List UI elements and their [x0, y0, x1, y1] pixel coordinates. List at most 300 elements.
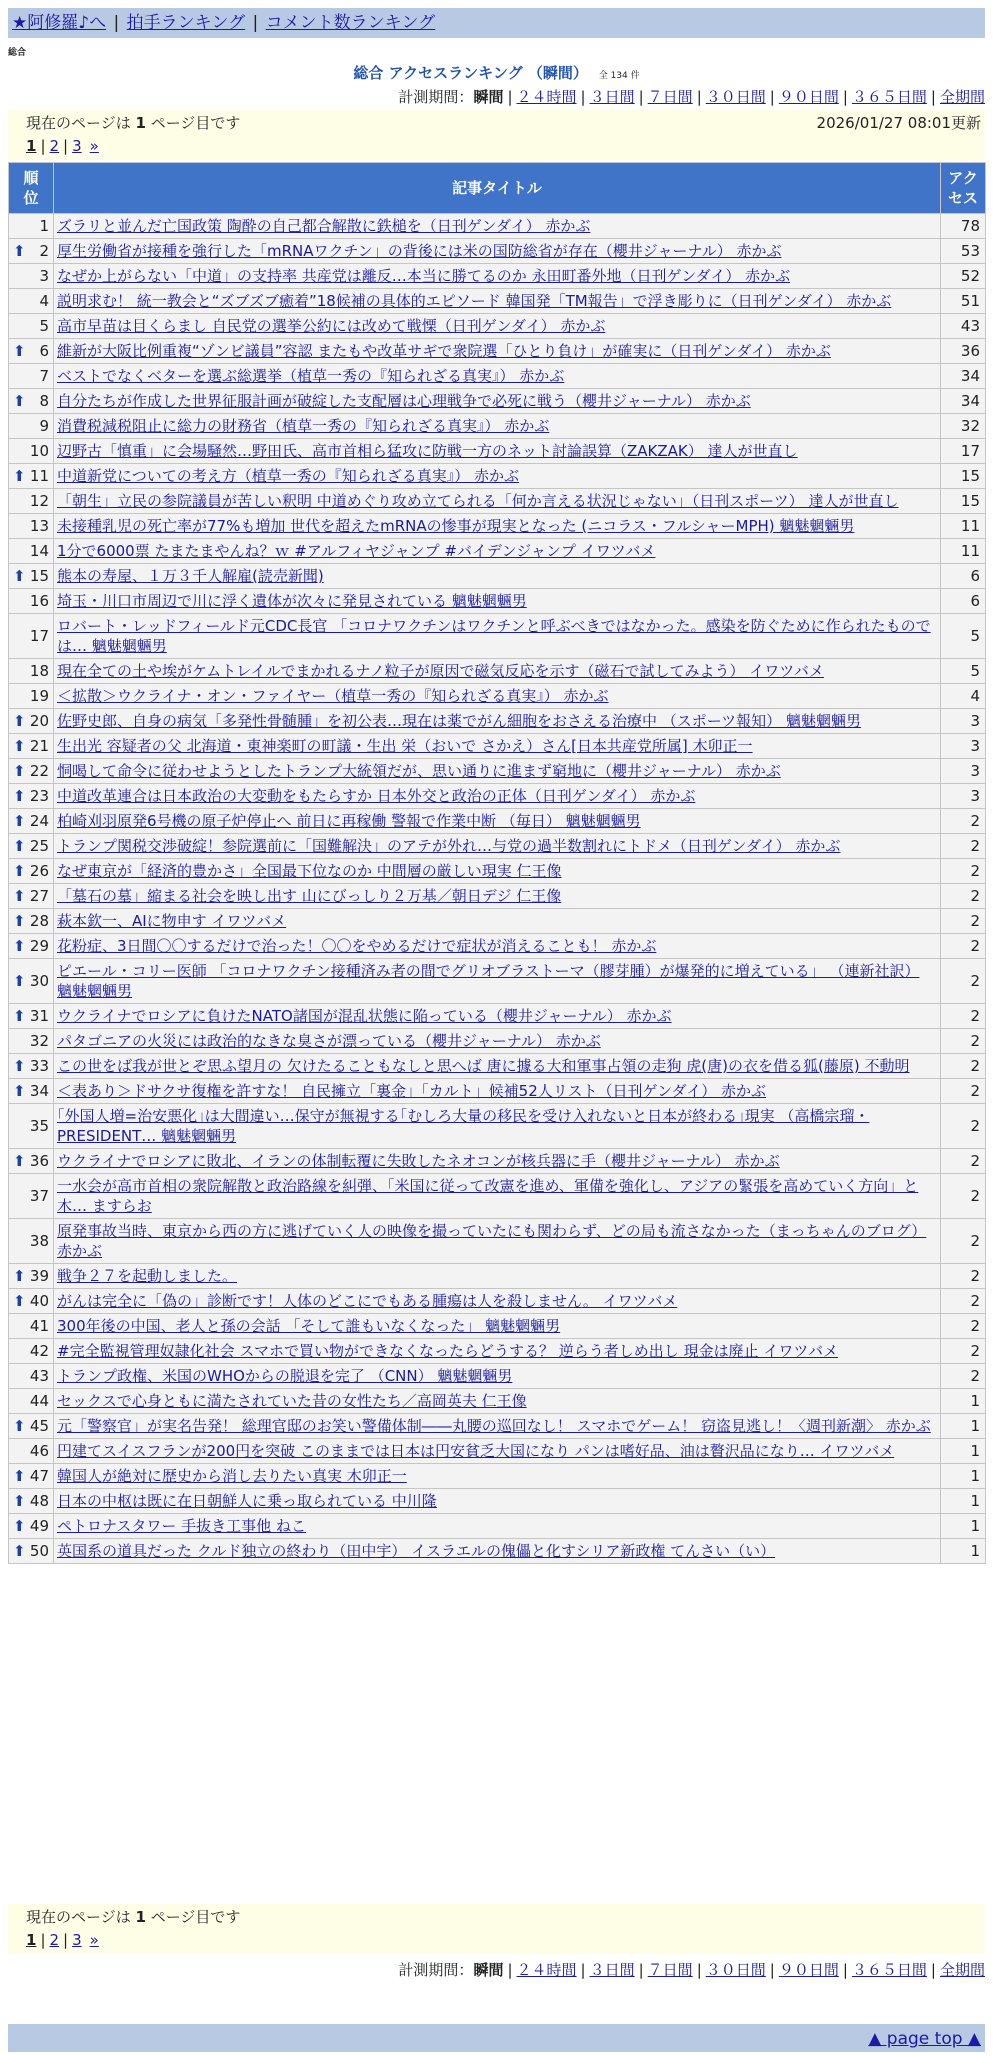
article-link[interactable]: 生出光 容疑者の父 北海道・東神楽町の町議・生出 栄（おいで さかえ）さん[日本共産党所属] 木卯正一	[57, 737, 753, 755]
rank-number: 34	[29, 1082, 49, 1100]
period-link[interactable]: 全期間	[939, 1961, 985, 1979]
rank-cell	[9, 1174, 54, 1219]
rank-cell	[9, 1029, 54, 1054]
article-link[interactable]: ピエール・コリー医師 「コロナワクチン接種済み者の間でグリオブラストーマ（膠芽腫）が爆発的に増えている」 （連新社訳） 魑魅魍魎男	[57, 962, 920, 1000]
table-row	[9, 1149, 986, 1174]
article-link[interactable]: ＜拡散＞ウクライナ・オン・ファイヤー（植草一秀の『知られざる真実』） 赤かぶ	[57, 687, 609, 705]
rank-number: 4	[39, 292, 49, 310]
article-link[interactable]: トランプ関税交渉破綻！参院選前に「国難解決」のアテが外れ…与党の過半数割れにトドメ（日刊ゲンダイ） 赤かぶ	[57, 837, 841, 855]
article-link[interactable]: 戦争２７を起動しました。	[57, 1267, 238, 1285]
table-row	[9, 959, 986, 1004]
table-row	[9, 439, 986, 464]
article-link[interactable]: 中道新党についての考え方（植草一秀の『知られざる真実』） 赤かぶ	[57, 467, 519, 485]
article-link[interactable]: 辺野古「慎重」に会場騒然…野田氏、高市首相ら猛攻に防戦一方のネット討論誤算（ZAKZAK） 達人が世直し	[57, 442, 798, 460]
pagination-top: 1 | 2 | 3 »	[26, 137, 99, 155]
table-row	[9, 859, 986, 884]
article-link[interactable]: 一水会が高市首相の衆院解散と政治路線を糾弾、「米国に従って改憲を進め、軍備を強化し、アジアの緊張を高めていく方向」と木… ますらお	[57, 1177, 919, 1215]
title-cell	[54, 214, 941, 239]
access-count: 2	[941, 1104, 986, 1149]
article-link[interactable]: ペトロナスタワー 手抜き工事他 ねこ	[57, 1517, 306, 1535]
rank-number: 32	[29, 1032, 49, 1050]
table-row	[9, 1174, 986, 1219]
access-count: 34	[941, 389, 986, 414]
arrow-up-icon: ⬆	[13, 1542, 26, 1560]
article-link[interactable]: 中道改革連合は日本政治の大変動をもたらすか 日本外交と政治の正体（日刊ゲンダイ） 赤かぶ	[57, 787, 696, 805]
title-cell	[54, 909, 941, 934]
period-link[interactable]: ３６５日間	[851, 1961, 927, 1979]
rank-number: 11	[29, 467, 49, 485]
table-row	[9, 1289, 986, 1314]
access-count: 6	[941, 589, 986, 614]
period-link[interactable]: ３日間	[589, 88, 635, 106]
table-row	[9, 1389, 986, 1414]
ranking-table	[8, 162, 986, 1564]
header-access: アクセス	[941, 163, 986, 214]
rank-cell	[9, 489, 54, 514]
article-link[interactable]: 韓国人が絶対に歴史から消し去りたい真実 木卯正一	[57, 1467, 407, 1485]
title-cell	[54, 414, 941, 439]
table-row	[9, 589, 986, 614]
table-row	[9, 289, 986, 314]
rank-cell	[9, 684, 54, 709]
title-cell	[54, 1029, 941, 1054]
title-cell	[54, 1054, 941, 1079]
arrow-up-icon: ⬆	[13, 567, 26, 585]
article-link[interactable]: 説明求む！ 統一教会と“ズブズブ癒着”18候補の具体的エピソード 韓国発「TM報告」で浮き彫りに（日刊ゲンダイ） 赤かぶ	[57, 292, 892, 310]
title-cell	[54, 614, 941, 659]
title-cell	[54, 1439, 941, 1464]
table-row	[9, 1079, 986, 1104]
arrow-up-icon: ⬆	[13, 712, 26, 730]
next-page-link[interactable]: »	[89, 137, 99, 155]
article-link[interactable]: 未接種乳児の死亡率が77%も増加 世代を超えたmRNAの惨事が現実となった (ニコラス・フルシャーMPH) 魑魅魍魎男	[57, 517, 855, 535]
rank-number: 6	[39, 342, 49, 360]
page-number-link[interactable]: 2	[49, 1931, 60, 1949]
title-cell	[54, 539, 941, 564]
period-link[interactable]: ２４時間	[516, 1961, 577, 1979]
title-cell	[54, 1414, 941, 1439]
comment-ranking-link[interactable]: コメント数ランキング	[265, 13, 436, 33]
rank-number: 41	[29, 1317, 49, 1335]
access-count: 5	[941, 614, 986, 659]
article-link[interactable]: 柏崎刈羽原発6号機の原子炉停止へ 前日に再稼働 警報で作業中断 （毎日） 魑魅魍魎男	[57, 812, 641, 830]
table-row	[9, 709, 986, 734]
access-count: 3	[941, 709, 986, 734]
access-count: 51	[941, 289, 986, 314]
rank-number: 35	[29, 1117, 49, 1135]
article-link[interactable]: 元「警察官」が実名告発！ 総理官邸のお笑い警備体制――丸腰の巡回なし！ スマホでゲーム！ 窃盗見逃し！〈週刊新潮〉 赤かぶ	[57, 1417, 931, 1435]
access-count: 1	[941, 1414, 986, 1439]
rank-cell	[9, 364, 54, 389]
rank-number: 28	[29, 912, 49, 930]
period-link[interactable]: ３６５日間	[851, 88, 927, 106]
period-link[interactable]: ２４時間	[516, 88, 577, 106]
rank-number: 40	[29, 1292, 49, 1310]
access-count: 2	[941, 884, 986, 909]
article-link[interactable]: 300年後の中国、老人と孫の会話 「そして誰もいなくなった」 魑魅魍魎男	[57, 1317, 561, 1335]
table-row	[9, 414, 986, 439]
period-link[interactable]: 全期間	[939, 88, 985, 106]
table-row	[9, 389, 986, 414]
article-link[interactable]: がんは完全に「偽の」診断です！人体のどこにでもある腫瘍は人を殺しません。 イワツバメ	[57, 1292, 678, 1310]
rank-cell	[9, 934, 54, 959]
article-link[interactable]: ズラリと並んだ亡国政策 陶酔の自己都合解散に鉄槌を（日刊ゲンダイ） 赤かぶ	[57, 217, 591, 235]
table-row	[9, 339, 986, 364]
table-row	[9, 1464, 986, 1489]
arrow-up-icon: ⬆	[13, 1417, 26, 1435]
arrow-up-icon: ⬆	[13, 1007, 26, 1025]
access-count: 11	[941, 539, 986, 564]
rank-number: 50	[29, 1542, 49, 1560]
table-row	[9, 214, 986, 239]
title-cell	[54, 1464, 941, 1489]
rank-number: 15	[29, 567, 49, 585]
access-count: 11	[941, 514, 986, 539]
access-count: 2	[941, 1054, 986, 1079]
table-header-row	[9, 163, 986, 214]
rank-number: 43	[29, 1367, 49, 1385]
rank-cell	[9, 1414, 54, 1439]
rank-number: 30	[29, 972, 49, 990]
access-count: 15	[941, 464, 986, 489]
title-cell	[54, 759, 941, 784]
article-link[interactable]: トランプ政権、米国のWHOからの脱退を完了 （CNN） 魑魅魍魎男	[57, 1367, 513, 1385]
table-row	[9, 1264, 986, 1289]
rank-number: 17	[29, 627, 49, 645]
arrow-up-icon: ⬆	[13, 1267, 26, 1285]
period-label: 計測期間：	[398, 88, 474, 106]
article-link[interactable]: 「墓石の墓」縮まる社会を映し出す 山にびっしり２万基／朝日デジ 仁王像	[57, 887, 562, 905]
rank-number: 42	[29, 1342, 49, 1360]
arrow-up-icon: ⬆	[13, 1517, 26, 1535]
title-cell	[54, 709, 941, 734]
title-cell	[54, 1314, 941, 1339]
rank-number: 48	[29, 1492, 49, 1510]
rank-number: 44	[29, 1392, 49, 1410]
title-cell	[54, 959, 941, 1004]
rank-number: 23	[29, 787, 49, 805]
title-cell	[54, 884, 941, 909]
title-cell	[54, 489, 941, 514]
access-count: 17	[941, 439, 986, 464]
article-link[interactable]: 円建てスイスフランが200円を突破 このままでは日本は円安貧乏大国になり パンは嗜好品、油は贅沢品になり… イワツバメ	[57, 1442, 895, 1460]
access-count: 2	[941, 1289, 986, 1314]
table-row	[9, 1314, 986, 1339]
title-cell	[54, 239, 941, 264]
rank-number: 33	[29, 1057, 49, 1075]
title-cell	[54, 1339, 941, 1364]
article-link[interactable]: 自分たちが作成した世界征服計画が破綻した支配層は心理戦争で必死に戦う（櫻井ジャーナル） 赤かぶ	[57, 392, 751, 410]
rank-number: 1	[39, 217, 49, 235]
access-count: 6	[941, 564, 986, 589]
rank-cell	[9, 239, 54, 264]
rank-cell	[9, 514, 54, 539]
access-count: 32	[941, 414, 986, 439]
rank-cell	[9, 834, 54, 859]
article-link[interactable]: パタゴニアの火災には政治的なきな臭さが漂っている（櫻井ジャーナル） 赤かぶ	[57, 1032, 601, 1050]
rank-cell	[9, 314, 54, 339]
table-row	[9, 809, 986, 834]
rank-number: 39	[29, 1267, 49, 1285]
article-link[interactable]: 佐野史郎、自身の病気「多発性骨髄腫」を初公表…現在は薬でがん細胞をおさえる治療中 （スポーツ報知） 魑魅魍魎男	[57, 712, 861, 730]
pagination-bottom: 1 | 2 | 3 »	[26, 1931, 99, 1949]
table-row	[9, 539, 986, 564]
page-top-link[interactable]: ▲ page top ▲	[868, 2029, 981, 2049]
access-count: 1	[941, 1389, 986, 1414]
rank-cell	[9, 859, 54, 884]
table-row	[9, 934, 986, 959]
title-cell	[54, 934, 941, 959]
rank-cell	[9, 1149, 54, 1174]
page-number-current: 1	[26, 137, 37, 155]
article-link[interactable]: ウクライナでロシアに負けたNATO諸国が混乱状態に陥っている（櫻井ジャーナル） 赤かぶ	[57, 1007, 672, 1025]
table-row	[9, 659, 986, 684]
access-count: 3	[941, 759, 986, 784]
rank-cell	[9, 1314, 54, 1339]
table-row	[9, 1489, 986, 1514]
arrow-up-icon: ⬆	[13, 972, 26, 990]
rank-cell	[9, 1439, 54, 1464]
access-count: 1	[941, 1514, 986, 1539]
title-cell	[54, 859, 941, 884]
page-number-link[interactable]: 2	[49, 137, 60, 155]
rank-number: 22	[29, 762, 49, 780]
access-count: 2	[941, 1314, 986, 1339]
rank-cell	[9, 389, 54, 414]
table-row	[9, 564, 986, 589]
access-count: 2	[941, 909, 986, 934]
table-row	[9, 734, 986, 759]
arrow-up-icon: ⬆	[13, 887, 26, 905]
rank-number: 5	[39, 317, 49, 335]
next-page-link[interactable]: »	[89, 1931, 99, 1949]
title-cell	[54, 659, 941, 684]
rank-cell	[9, 884, 54, 909]
access-count: 2	[941, 859, 986, 884]
period-link[interactable]: ７日間	[647, 88, 693, 106]
rank-number: 8	[39, 392, 49, 410]
article-link[interactable]: 維新が大阪比例重複“ゾンビ議員”容認 またもや改革サギで衆院選「ひとり負け」が確実に（日刊ゲンダイ） 赤かぶ	[57, 342, 831, 360]
title-cell	[54, 834, 941, 859]
title-cell	[54, 1174, 941, 1219]
title-cell	[54, 809, 941, 834]
title-cell	[54, 1289, 941, 1314]
rank-cell	[9, 1219, 54, 1264]
rank-cell	[9, 464, 54, 489]
page-number-link[interactable]: 3	[72, 1931, 82, 1949]
access-count: 2	[941, 1339, 986, 1364]
table-row	[9, 784, 986, 809]
table-row	[9, 314, 986, 339]
rank-cell	[9, 1389, 54, 1414]
article-link[interactable]: 1分で6000票 たまたまやんね？ｗ #アルフィヤジャンプ #バイデンジャンプ イワツバメ	[57, 542, 656, 560]
period-link[interactable]: ３０日間	[705, 1961, 766, 1979]
page-number-link[interactable]: 3	[72, 137, 82, 155]
current-page-text: 現在のページは 1 ページ目です	[26, 114, 241, 132]
access-count: 2	[941, 959, 986, 1004]
title-cell	[54, 684, 941, 709]
table-row	[9, 909, 986, 934]
title-cell	[54, 1264, 941, 1289]
period-current: 瞬間	[473, 1961, 504, 1979]
total-count: 全 134 件	[598, 71, 640, 81]
access-count: 2	[941, 1079, 986, 1104]
table-row	[9, 464, 986, 489]
article-link[interactable]: #完全監視管理奴隷化社会 スマホで買い物ができなくなったらどうする？ 逆らう者しめ出し 現金は廃止 イワツバメ	[57, 1342, 839, 1360]
title-cell	[54, 514, 941, 539]
arrow-up-icon: ⬆	[13, 937, 26, 955]
access-count: 3	[941, 784, 986, 809]
access-count: 2	[941, 934, 986, 959]
arrow-up-icon: ⬆	[13, 862, 26, 880]
page-number-current: 1	[26, 1931, 37, 1949]
article-link[interactable]: 現在全ての土や埃がケムトレイルでまかれるナノ粒子が原因で磁気反応を示す（磁石で試してみよう） イワツバメ	[57, 662, 824, 680]
article-link[interactable]: セックスで心身ともに満たされていた昔の女性たち／高岡英夫 仁王像	[57, 1392, 527, 1410]
table-row	[9, 514, 986, 539]
table-row	[9, 759, 986, 784]
rank-cell	[9, 1079, 54, 1104]
access-count: 4	[941, 684, 986, 709]
article-link[interactable]: なぜか上がらない「中道」の支持率 共産党は離反…本当に勝てるのか 永田町番外地（日刊ゲンダイ） 赤かぶ	[57, 267, 791, 285]
article-link[interactable]: ベストでなくベターを選ぶ総選挙（植草一秀の『知られざる真実』） 赤かぶ	[57, 367, 565, 385]
home-link[interactable]: ★阿修羅♪へ	[12, 13, 107, 33]
rank-number: 14	[29, 542, 49, 560]
period-link[interactable]: ９０日間	[778, 88, 839, 106]
rank-cell	[9, 1264, 54, 1289]
page-info-bottom	[8, 1904, 985, 1954]
title-cell	[54, 784, 941, 809]
rank-number: 38	[29, 1232, 49, 1250]
title-cell	[54, 1539, 941, 1564]
rank-number: 31	[29, 1007, 49, 1025]
period-link[interactable]: ９０日間	[778, 1961, 839, 1979]
access-count: 53	[941, 239, 986, 264]
table-row	[9, 1514, 986, 1539]
arrow-up-icon: ⬆	[13, 1467, 26, 1485]
clap-ranking-link[interactable]: 拍手ランキング	[126, 13, 246, 33]
rank-cell	[9, 1054, 54, 1079]
period-current: 瞬間	[473, 88, 504, 106]
rank-number: 24	[29, 812, 49, 830]
article-link[interactable]: 恫喝して命令に従わせようとしたトランプ大統領だが、思い通りに進まず窮地に（櫻井ジャーナル） 赤かぶ	[57, 762, 781, 780]
table-row	[9, 684, 986, 709]
rank-number: 19	[29, 687, 49, 705]
period-link[interactable]: ３日間	[589, 1961, 635, 1979]
rank-cell	[9, 1339, 54, 1364]
article-link[interactable]: ウクライナでロシアに敗北、イランの体制転覆に失敗したネオコンが核兵器に手（櫻井ジャーナル） 赤かぶ	[57, 1152, 780, 1170]
header-title: 記事タイトル	[54, 163, 941, 214]
article-link[interactable]: 原発事故当時、東京から西の方に逃げていく人の映像を撮っていたにも関わらず、どの局も流さなかった（まっちゃんのブログ） 赤かぶ	[57, 1222, 927, 1260]
article-link[interactable]: 萩本欽一、AIに物申す イワツバメ	[57, 912, 287, 930]
rank-cell	[9, 264, 54, 289]
rank-cell	[9, 1289, 54, 1314]
article-link[interactable]: 日本の中枢は既に在日朝鮮人に乗っ取られている 中川隆	[57, 1492, 437, 1510]
title-cell	[54, 1489, 941, 1514]
article-link[interactable]: 高市早苗は目くらまし 自民党の選挙公約には改めて戦慄（日刊ゲンダイ） 赤かぶ	[57, 317, 606, 335]
arrow-up-icon: ⬆	[13, 762, 26, 780]
table-row	[9, 1054, 986, 1079]
title-cell	[54, 464, 941, 489]
table-row	[9, 1439, 986, 1464]
article-link[interactable]: 埼玉・川口市周辺で川に浮く遺体が次々に発見されている 魑魅魍魎男	[57, 592, 527, 610]
access-count: 2	[941, 1174, 986, 1219]
title-cell	[54, 1514, 941, 1539]
ranking-table-body	[9, 214, 986, 1564]
period-link[interactable]: ７日間	[647, 1961, 693, 1979]
arrow-up-icon: ⬆	[13, 737, 26, 755]
title-cell	[54, 264, 941, 289]
table-row	[9, 1029, 986, 1054]
table-row	[9, 1004, 986, 1029]
period-selector-top: 計測期間：瞬間 | ２４時間 | ３日間 | ７日間 | ３０日間 | ９０日間 | ３６５日間 | 全期間	[398, 88, 985, 106]
rank-cell	[9, 959, 54, 1004]
access-count: 2	[941, 1149, 986, 1174]
article-link[interactable]: 「朝生」立民の参院議員が苦しい釈明 中道めぐり攻め立てられる「何か言える状況じゃない」（日刊スポーツ） 達人が世直し	[57, 492, 899, 510]
rank-number: 2	[39, 242, 49, 260]
access-count: 1	[941, 1489, 986, 1514]
table-row	[9, 364, 986, 389]
rank-number: 13	[29, 517, 49, 535]
access-count: 43	[941, 314, 986, 339]
table-row	[9, 614, 986, 659]
article-link[interactable]: ロバート・レッドフィールド元CDC長官 「コロナワクチンはワクチンと呼ぶべきではなかった。感染を防ぐために作られたものでは… 魑魅魍魎男	[57, 617, 931, 655]
article-link[interactable]: 熊本の寿屋、１万３千人解雇(読売新聞)	[57, 567, 324, 585]
access-count: 2	[941, 1364, 986, 1389]
rank-number: 36	[29, 1152, 49, 1170]
table-row	[9, 239, 986, 264]
arrow-up-icon: ⬆	[13, 392, 26, 410]
title-cell	[54, 1149, 941, 1174]
arrow-up-icon: ⬆	[13, 467, 26, 485]
article-link[interactable]: ｢外国人増=治安悪化｣は大間違い…保守が無視する｢むしろ大量の移民を受け入れないと日本が終わる｣現実 （高橋宗瑠・PRESIDENT… 魑魅魍魎男	[57, 1107, 870, 1145]
rank-number: 29	[29, 937, 49, 955]
rank-cell	[9, 759, 54, 784]
access-count: 2	[941, 809, 986, 834]
title-cell	[54, 1079, 941, 1104]
rank-cell	[9, 539, 54, 564]
table-row	[9, 1364, 986, 1389]
title-cell	[54, 1004, 941, 1029]
table-row	[9, 489, 986, 514]
period-link[interactable]: ３０日間	[705, 88, 766, 106]
article-link[interactable]: ＜表あり＞ドサクサ復権を許すな！ 自民擁立「裏金」「カルト」候補52人リスト（日刊ゲンダイ） 赤かぶ	[57, 1082, 767, 1100]
rank-cell	[9, 784, 54, 809]
arrow-up-icon: ⬆	[13, 1082, 26, 1100]
access-count: 2	[941, 1264, 986, 1289]
article-link[interactable]: なぜ東京が「経済的豊かさ」全国最下位なのか 中間層の厳しい現実 仁王像	[57, 862, 562, 880]
article-link[interactable]: 英国系の道具だった クルド独立の終わり（田中宇） イスラエルの傀儡と化すシリア新政権 てんさい（い）	[57, 1542, 776, 1560]
rank-cell	[9, 339, 54, 364]
rank-number: 26	[29, 862, 49, 880]
arrow-up-icon: ⬆	[13, 1292, 26, 1310]
article-link[interactable]: 花粉症、3日間〇〇するだけで治った！〇〇をやめるだけで症状が消えることも！ 赤かぶ	[57, 937, 657, 955]
title-cell	[54, 389, 941, 414]
period-selector-bottom: 計測期間：瞬間 | ２４時間 | ３日間 | ７日間 | ３０日間 | ９０日間 | ３６５日間 | 全期間	[398, 1961, 985, 1979]
rank-number: 49	[29, 1517, 49, 1535]
rank-number: 37	[29, 1187, 49, 1205]
access-count: 36	[941, 339, 986, 364]
footer-bar	[8, 2024, 985, 2052]
article-link[interactable]: 消費税減税阻止に総力の財務省（植草一秀の『知られざる真実』） 赤かぶ	[57, 417, 550, 435]
access-count: 1	[941, 1439, 986, 1464]
updated-timestamp: 2026/01/27 08:01更新	[816, 114, 981, 132]
article-link[interactable]: 厚生労働省が接種を強行した「mRNAワクチン」の背後には米の国防総省が存在（櫻井ジャーナル） 赤かぶ	[57, 242, 782, 260]
rank-cell	[9, 909, 54, 934]
page-title-line	[0, 63, 993, 86]
rank-cell	[9, 1514, 54, 1539]
arrow-up-icon: ⬆	[13, 1492, 26, 1510]
article-link[interactable]: この世をば我が世とぞ思ふ望月の 欠けたることもなしと思へば 唐に據る大和軍事占領の走狗 虎(唐)の衣を借る狐(藤原) 不動明	[57, 1057, 910, 1075]
